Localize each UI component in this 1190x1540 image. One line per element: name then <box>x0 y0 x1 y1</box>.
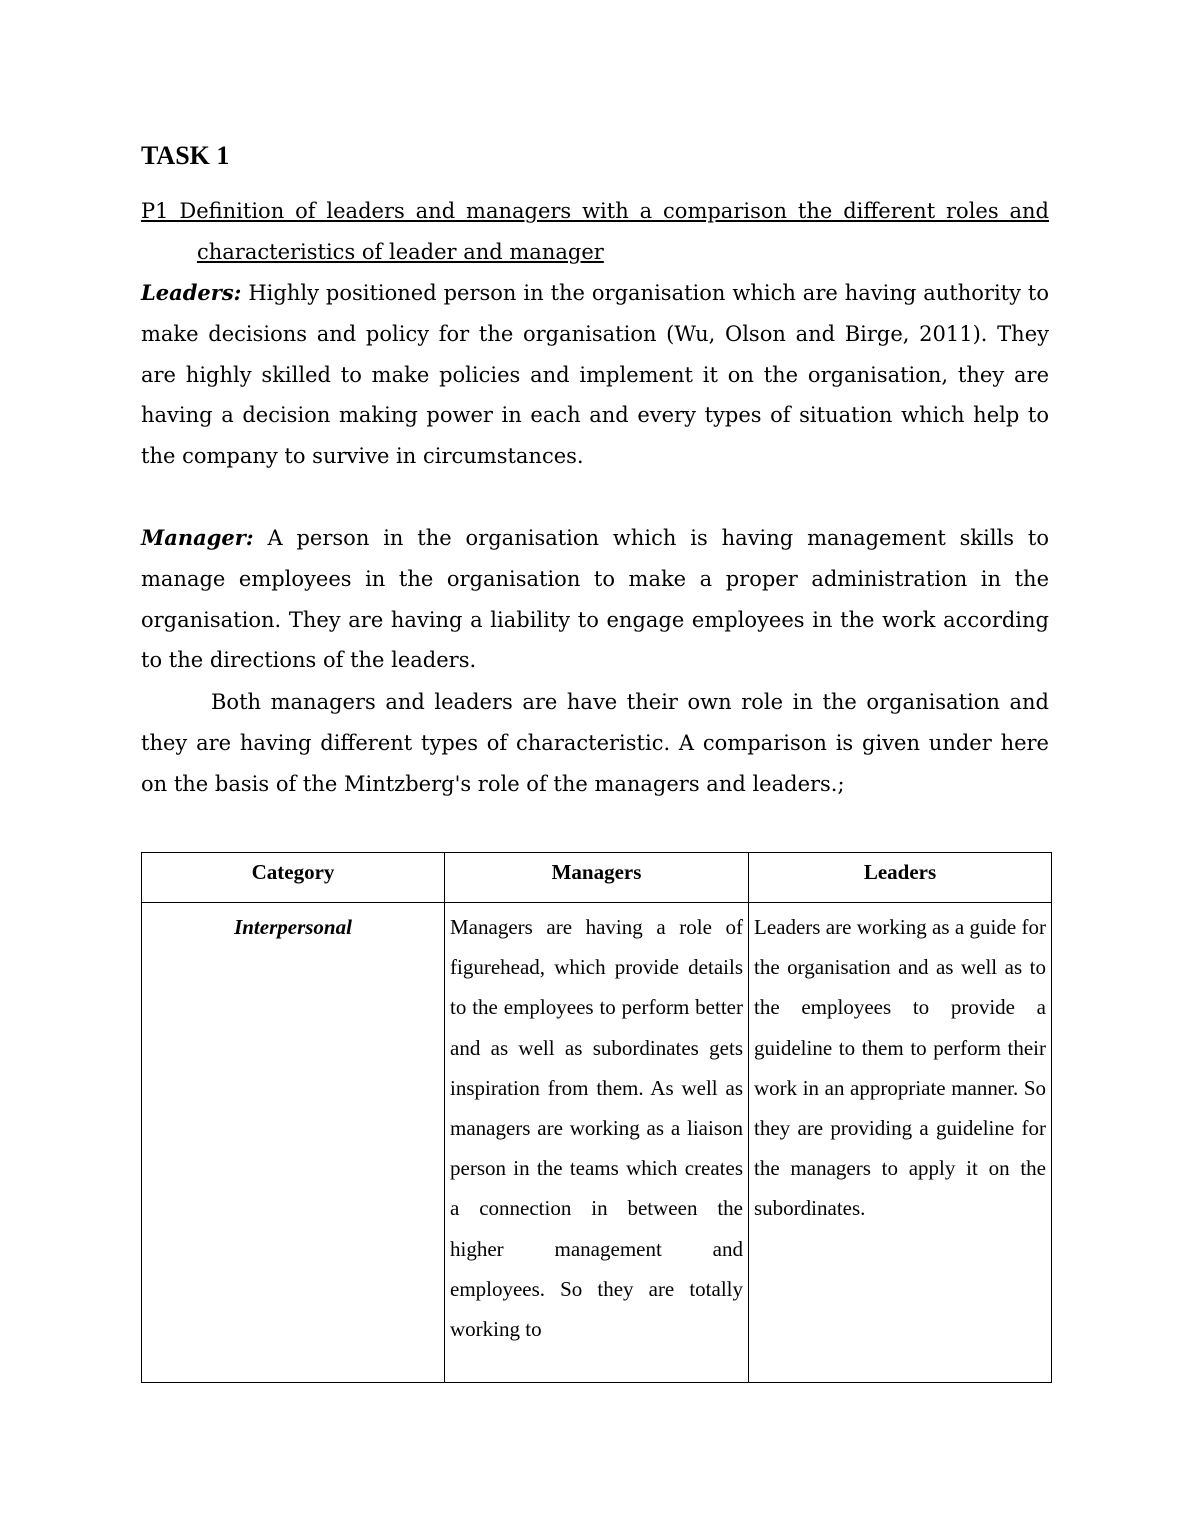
section-subheading: P1 Definition of leaders and managers with a comparison the different roles and characteristics of leader and manager <box>141 199 1049 264</box>
column-header-managers: Managers <box>445 853 749 903</box>
manager-definition: A person in the organisation which is having management skills to manage employees in the organisation to make a proper administration in the organisation. They are having a liability to engage employees in the work according to the directions of the leaders. <box>141 526 1049 673</box>
leaders-text: Leaders are working as a guide for the organisation and as well as to the employees to provide a guideline to them to perform their work in an appropriate manner. So they are providing a guideline for the managers to apply it on the subordinates. <box>754 915 1046 1221</box>
comparison-table <box>141 852 1052 1383</box>
column-header-leaders: Leaders <box>749 853 1052 903</box>
comparison-paragraph: Both managers and leaders are have their own role in the organisation and they are having different types of characteristic. A comparison is given under here on the basis of the Mintzberg's role of the managers and leaders.; <box>141 690 1049 796</box>
task-heading: TASK 1 <box>141 141 230 170</box>
table-row <box>142 903 1052 1383</box>
leaders-term: Leaders: <box>141 280 242 305</box>
managers-cell <box>445 903 749 1383</box>
leaders-paragraph <box>141 273 1049 477</box>
leaders-definition: Highly positioned person in the organisation which are having authority to make decisions and policy for the organisation (Wu, Olson and Birge, 2011). They are highly skilled to make policies and implement it on the organisation, they are having a decision making power in each and every types of situation which help to the company to survive in circumstances. <box>141 281 1049 469</box>
leaders-cell <box>749 903 1052 1383</box>
column-header-category: Category <box>142 853 445 903</box>
manager-term: Manager: <box>141 525 254 550</box>
category-cell <box>142 903 445 1383</box>
category-text: Interpersonal <box>234 915 352 939</box>
managers-text: Managers are having a role of figurehead, which provide details to the employees to perform better and as well as subordinates gets inspiration from them. As well as managers are working as a liaison person in the teams which creates a connection in between the higher management and employees. So they are totally working to <box>450 915 743 1342</box>
manager-paragraph <box>141 518 1049 681</box>
table-header-row <box>142 853 1052 903</box>
